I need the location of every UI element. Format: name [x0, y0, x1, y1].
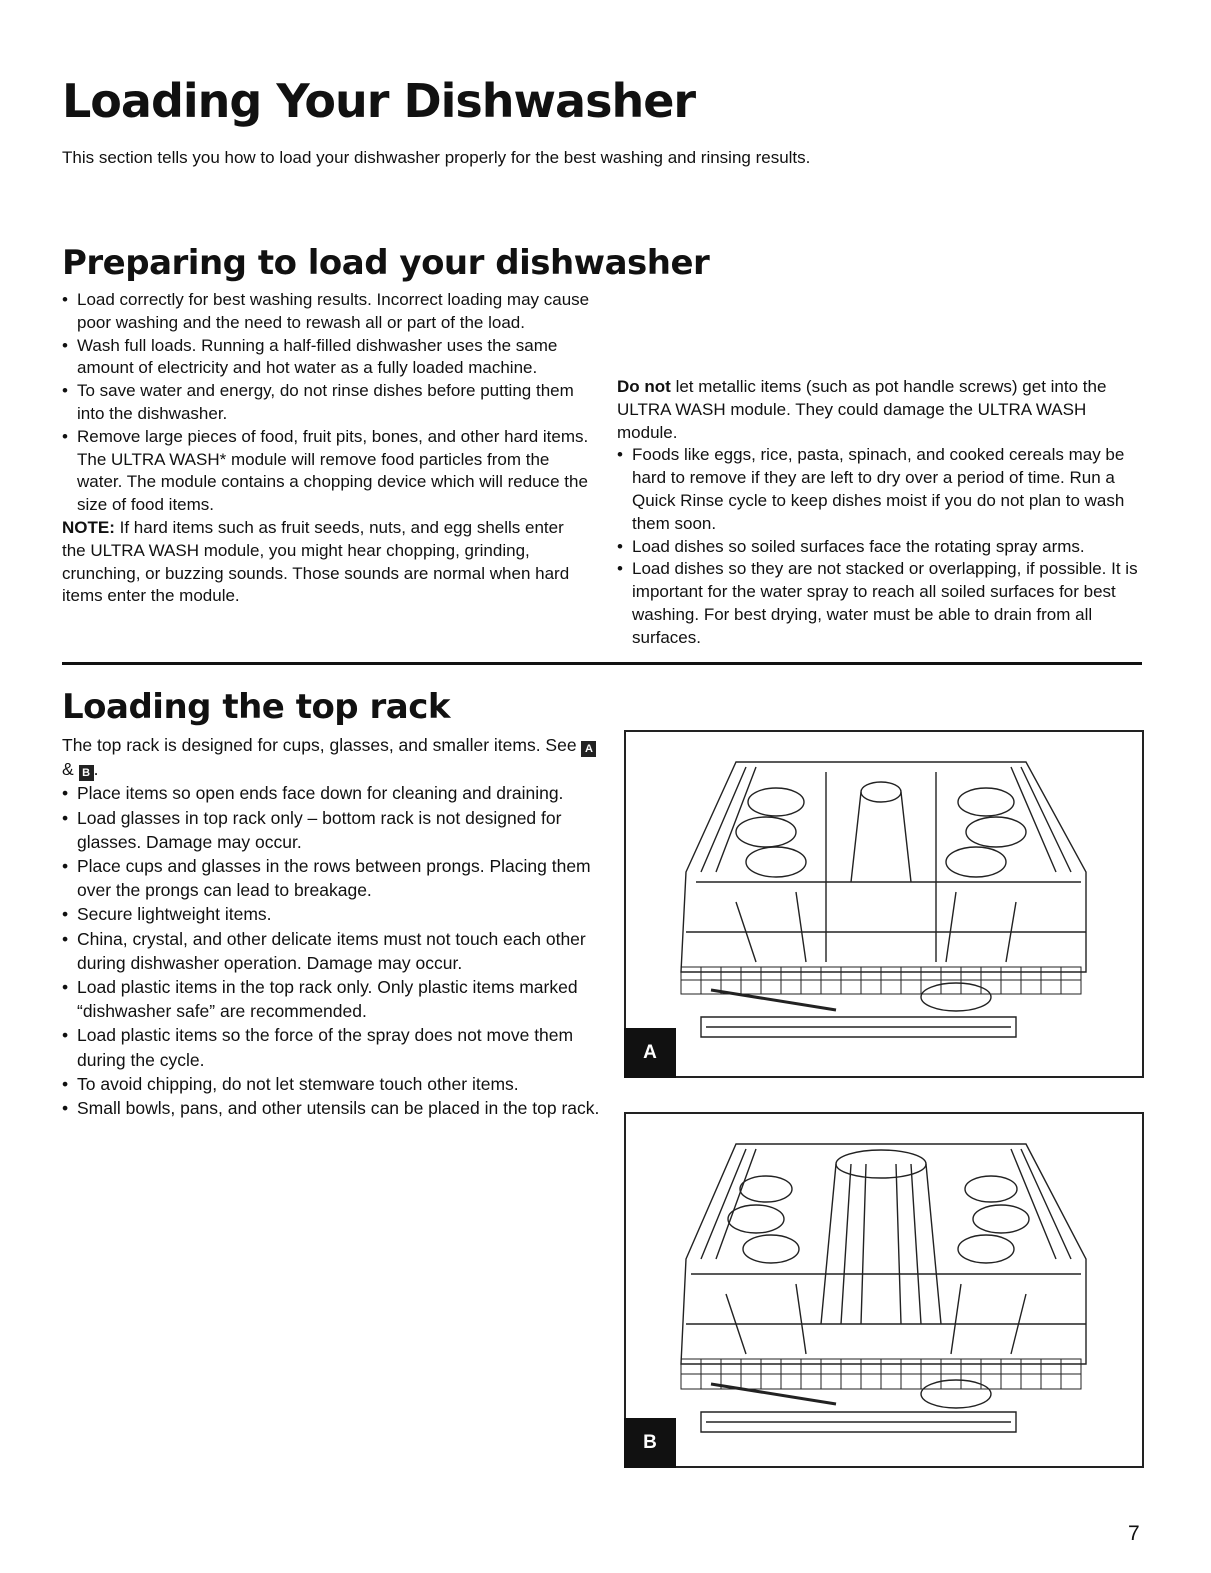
- donot-paragraph: [617, 376, 1147, 444]
- figure-a-top-rack-cups: [624, 730, 1144, 1078]
- list-item: • Load correctly for best washing results. Incorrect loading may cause poor washing and the need to rewash all or part of the load.: [62, 289, 592, 335]
- ampersand: &: [62, 759, 74, 780]
- top-rack-column: [62, 733, 602, 1120]
- intro-text: This section tells you how to load your dishwasher properly for the best washing and rinsing results.: [62, 148, 811, 167]
- list-item: • Load dishes so soiled surfaces face the rotating spray arms.: [617, 536, 1147, 559]
- list-item: • To avoid chipping, do not let stemware touch other items.: [62, 1072, 602, 1096]
- page-title: Loading Your Dishwasher: [62, 74, 696, 128]
- list-item: • To save water and energy, do not rinse dishes before putting them into the dishwasher.: [62, 380, 592, 426]
- list-item: • Wash full loads. Running a half-filled dishwasher uses the same amount of electricity and hot water as a fully loaded machine.: [62, 335, 592, 381]
- top-rack-intro-text: The top rack is designed for cups, glasses, and smaller items. See: [62, 735, 577, 755]
- list-item: • Load plastic items so the force of the spray does not move them during the cycle.: [62, 1023, 602, 1071]
- list-item: • Foods like eggs, rice, pasta, spinach, and cooked cereals may be hard to remove if they are left to dry over a period of time. Run a Quick Rinse cycle to keep dishes moist if you do not plan to wash them soon.: [617, 444, 1147, 535]
- intro-period: .: [93, 759, 99, 780]
- preparing-right-column: [617, 285, 1147, 650]
- list-item: • Load plastic items in the top rack only. Only plastic items marked “dishwasher safe” are recommended.: [62, 975, 602, 1023]
- top-rack-intro: [62, 733, 602, 781]
- note-label: NOTE:: [62, 517, 115, 537]
- figure-label-b: B: [624, 1418, 676, 1468]
- list-item: • Remove large pieces of food, fruit pits, bones, and other hard items. The ULTRA WASH* module will remove food particles from the water. The module contains a chopping device which will reduce the size of food items.: [62, 426, 592, 517]
- figure-ref-b: B: [79, 765, 94, 781]
- note-paragraph: [62, 517, 592, 608]
- list-item: • China, crystal, and other delicate items must not touch each other during dishwasher operation. Damage may occur.: [62, 927, 602, 975]
- section-divider: [62, 662, 1142, 665]
- figure-b-top-rack-bowls: [624, 1112, 1144, 1468]
- list-item: • Place items so open ends face down for cleaning and draining.: [62, 781, 602, 805]
- page-number: 7: [1128, 1522, 1140, 1545]
- section-heading-top-rack: Loading the top rack: [62, 687, 450, 727]
- donot-text: let metallic items (such as pot handle screws) get into the ULTRA WASH module. They could damage the ULTRA WASH module.: [617, 377, 1107, 442]
- note-text: If hard items such as fruit seeds, nuts, and egg shells enter the ULTRA WASH module, you might hear chopping, grinding, crunching, or buzzing sounds. Those sounds are normal when hard items enter the module.: [62, 517, 570, 606]
- figure-ref-a: A: [581, 741, 596, 757]
- list-item: • Small bowls, pans, and other utensils can be placed in the top rack.: [62, 1096, 602, 1120]
- figure-label-a: A: [624, 1028, 676, 1078]
- list-item: • Load dishes so they are not stacked or overlapping, if possible. It is important for the water spray to reach all soiled surfaces for best washing. For best drying, water must be able to drain from all surfaces.: [617, 558, 1147, 649]
- list-item: • Secure lightweight items.: [62, 902, 602, 926]
- donot-label: Do not: [617, 377, 671, 396]
- rack-illustration-a: [626, 732, 1138, 1072]
- rack-illustration-b: [626, 1114, 1138, 1462]
- list-item: • Load glasses in top rack only – bottom rack is not designed for glasses. Damage may occur.: [62, 806, 602, 854]
- section-heading-preparing: Preparing to load your dishwasher: [62, 243, 710, 283]
- preparing-left-column: [62, 289, 592, 608]
- list-item: • Place cups and glasses in the rows between prongs. Placing them over the prongs can lead to breakage.: [62, 854, 602, 902]
